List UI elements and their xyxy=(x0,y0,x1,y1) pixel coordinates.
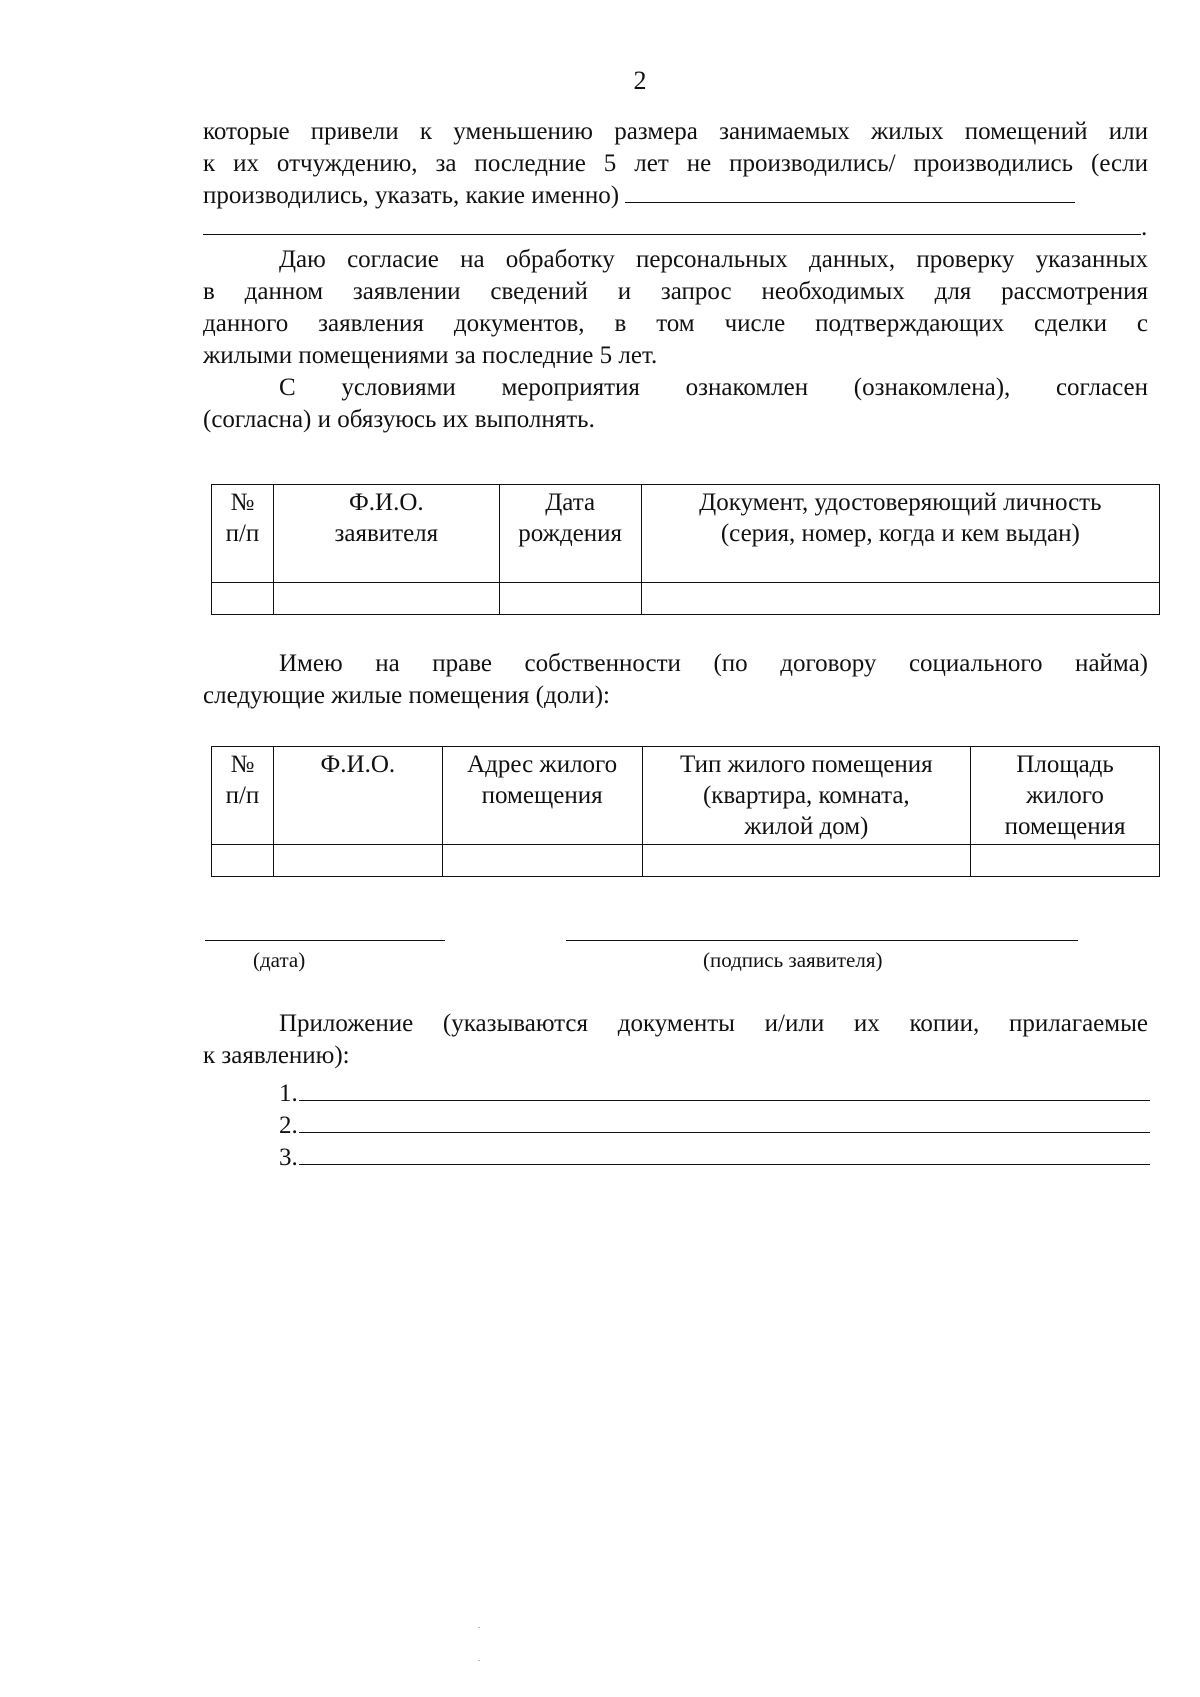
appendix-item-number: 3. xyxy=(279,1144,298,1171)
header-cell-text: Дата рождения xyxy=(518,489,623,547)
table-cell[interactable] xyxy=(641,583,1159,615)
date-field[interactable] xyxy=(205,940,445,941)
appendix-item-field[interactable] xyxy=(299,1074,1150,1101)
header-cell-text: Ф.И.О. заявителя xyxy=(334,489,439,547)
scan-speck xyxy=(478,1660,480,1661)
header-cell-text: Площадь жилого помещения xyxy=(1004,751,1126,840)
table-cell[interactable] xyxy=(642,845,971,877)
signature-field[interactable] xyxy=(566,940,1078,941)
paragraph-line-text: производились, указать, какие именно) xyxy=(203,182,620,209)
table-cell[interactable] xyxy=(212,845,274,877)
table-header-row xyxy=(212,485,1160,583)
paragraph-line: жилыми помещениями за последние 5 лет. xyxy=(203,342,658,369)
paragraph-line: следующие жилые помещения (доли): xyxy=(203,682,610,709)
paragraph-line: (согласна) и обязуюсь их выполнять. xyxy=(203,406,595,433)
paragraph-line: Имею на праве собственности (по договору социального найма) xyxy=(279,650,1148,677)
paragraph-line: которые привели к уменьшению размера занимаемых жилых помещений или xyxy=(203,118,1148,145)
property-table xyxy=(211,746,1160,877)
paragraph-line: к заявлению): xyxy=(203,1042,350,1069)
appendix-item-field[interactable] xyxy=(299,1138,1150,1165)
paragraph-line: Приложение (указываются документы и/или их копии, прилагаемые xyxy=(279,1010,1148,1037)
paragraph-consent xyxy=(203,244,1148,372)
appendix-item xyxy=(279,1074,1150,1110)
appendix-item-field[interactable] xyxy=(299,1106,1150,1133)
header-cell-address xyxy=(442,747,642,845)
table-cell[interactable] xyxy=(442,845,642,877)
table-cell[interactable] xyxy=(212,583,274,615)
applicant-table xyxy=(211,484,1160,615)
table-cell[interactable] xyxy=(273,583,499,615)
header-cell-fio xyxy=(273,485,499,583)
appendix-item xyxy=(279,1106,1150,1142)
header-cell-text: Адрес жилого помещения xyxy=(467,751,618,809)
paragraph-line: в данном заявлении сведений и запрос необходимых для рассмотрения xyxy=(203,278,1148,305)
blank-field[interactable] xyxy=(203,212,1141,235)
appendix-item-number: 2. xyxy=(279,1112,298,1139)
table-row xyxy=(212,583,1160,615)
header-cell-number xyxy=(212,747,274,845)
appendix-item-number: 1. xyxy=(279,1080,298,1107)
table-cell[interactable] xyxy=(971,845,1160,877)
paragraph-line-with-blank xyxy=(203,180,1148,212)
paragraph-line: данного заявления документов, в том числе подтверждающих сделки с xyxy=(203,310,1148,337)
paragraph-line-blank xyxy=(203,212,1148,244)
scan-speck xyxy=(478,1627,480,1628)
paragraph-line: к их отчуждению, за последние 5 лет не производились/ производились (если xyxy=(203,150,1148,177)
header-cell-text: № п/п xyxy=(225,751,260,809)
header-cell-premises-type xyxy=(642,747,971,845)
table-cell[interactable] xyxy=(273,845,442,877)
blank-field[interactable] xyxy=(625,180,1075,203)
header-cell-number xyxy=(212,485,274,583)
paragraph-ownership xyxy=(203,648,1148,712)
page-number: 2 xyxy=(633,66,647,95)
header-cell-area xyxy=(971,747,1160,845)
appendix-item xyxy=(279,1138,1150,1174)
paragraph-conditions xyxy=(203,372,1148,436)
paragraph-previous-transactions xyxy=(203,116,1148,244)
paragraph-line: Даю согласие на обработку персональных данных, проверку указанных xyxy=(279,246,1148,273)
header-cell-text: Ф.И.О. xyxy=(320,751,396,778)
paragraph-appendix xyxy=(203,1008,1148,1072)
paragraph-line: С условиями мероприятия ознакомлен (ознакомлена), согласен xyxy=(279,374,1148,401)
end-mark: . xyxy=(1141,214,1148,241)
date-caption: (дата) xyxy=(253,948,306,972)
table-row xyxy=(212,845,1160,877)
table-header-row xyxy=(212,747,1160,845)
header-cell-id-document xyxy=(641,485,1159,583)
header-cell-text: Документ, удостоверяющий личность (серия, номер, когда и кем выдан) xyxy=(699,489,1102,547)
table-cell[interactable] xyxy=(499,583,641,615)
header-cell-birthdate xyxy=(499,485,641,583)
signature-caption: (подпись заявителя) xyxy=(703,948,883,972)
header-cell-text: Тип жилого помещения (квартира, комната, жилой дом) xyxy=(680,751,933,840)
header-cell-text: № п/п xyxy=(225,489,260,547)
header-cell-fio xyxy=(273,747,442,845)
